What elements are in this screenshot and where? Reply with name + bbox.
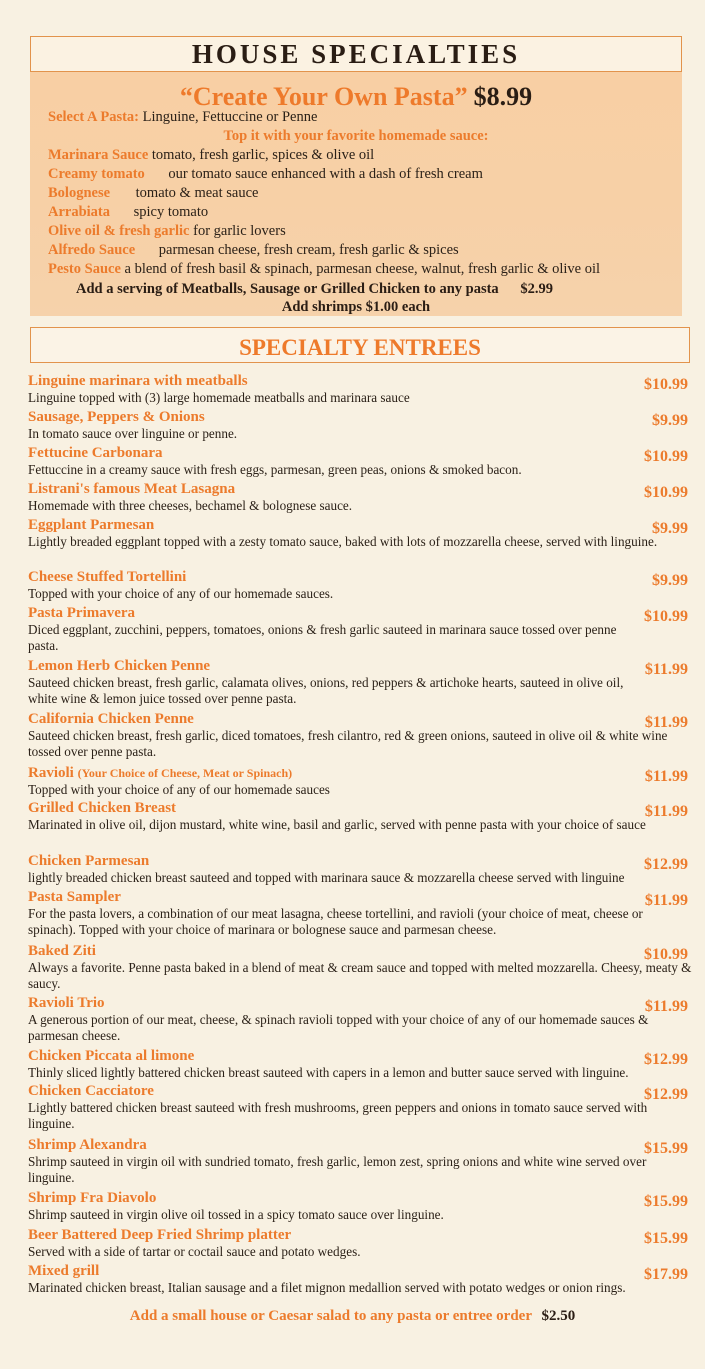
item-description: Sauteed chicken breast, fresh garlic, calamata olives, onions, red peppers & artichoke hearts, sauteed in olive oil, white wine & lemon juice tossed over penne pasta. bbox=[28, 675, 624, 706]
item-price: $15.99 bbox=[644, 1193, 688, 1210]
item-description: lightly breaded chicken breast sauteed and topped with marinara sauce & mozzarella cheese served with linguine bbox=[28, 870, 625, 885]
addon-price: $2.99 bbox=[520, 281, 553, 297]
item-name: Linguine marinara with meatballs bbox=[28, 373, 248, 389]
item-name: Shrimp Fra Diavolo bbox=[28, 1190, 157, 1206]
sauce-item bbox=[48, 165, 483, 183]
item-description: Fettuccine in a creamy sauce with fresh eggs, parmesan, green peas, onions & smoked bacon. bbox=[28, 462, 522, 477]
item-name: Chicken Parmesan bbox=[28, 853, 150, 869]
footer-price: $2.50 bbox=[541, 1308, 576, 1324]
item-description: Diced eggplant, zucchini, peppers, tomatoes, onions & fresh garlic sauteed in marinara sauce tossed over penne pasta. bbox=[28, 622, 617, 653]
item-description: Topped with your choice of any of our homemade sauces bbox=[28, 782, 330, 797]
sauce-item bbox=[48, 241, 459, 259]
menu-item bbox=[28, 1136, 692, 1185]
sauce-item bbox=[48, 203, 208, 221]
item-name: Pasta Primavera bbox=[28, 605, 136, 621]
item-name: Ravioli bbox=[28, 765, 74, 781]
sauce-item bbox=[48, 184, 258, 202]
item-name: Pasta Sampler bbox=[28, 889, 121, 905]
sauce-desc: tomato & meat sauce bbox=[135, 185, 259, 201]
top-it-line: Top it with your favorite homemade sauce: bbox=[223, 128, 489, 144]
item-price: $12.99 bbox=[644, 856, 688, 873]
item-price: $12.99 bbox=[644, 1086, 688, 1103]
item-description: Lightly breaded eggplant topped with a zesty tomato sauce, baked with lots of mozzarella cheese, served with linguine. bbox=[28, 534, 658, 549]
menu-item bbox=[28, 516, 692, 550]
menu-item bbox=[28, 764, 692, 798]
item-description: Marinated in olive oil, dijon mustard, white wine, basil and garlic, served with penne pasta with your choice of sauce bbox=[28, 817, 646, 832]
item-note: (Your Choice of Cheese, Meat or Spinach) bbox=[77, 766, 293, 780]
menu-item bbox=[28, 1189, 692, 1223]
item-description: Served with a side of tartar or coctail sauce and potato wedges. bbox=[28, 1244, 361, 1259]
item-name: Ravioli Trio bbox=[28, 995, 105, 1011]
menu-item bbox=[28, 444, 692, 478]
menu-item bbox=[28, 888, 692, 937]
item-name: Chicken Piccata al limone bbox=[28, 1048, 195, 1064]
item-name: Eggplant Parmesan bbox=[28, 517, 155, 533]
specialty-entrees-title: SPECIALTY ENTREES bbox=[30, 327, 690, 363]
item-name: Sausage, Peppers & Onions bbox=[28, 409, 205, 425]
sauce-name: Olive oil & fresh garlic bbox=[48, 223, 190, 239]
item-description: Homemade with three cheeses, bechamel & bolognese sauce. bbox=[28, 498, 353, 513]
item-price: $10.99 bbox=[644, 484, 688, 501]
menu-item bbox=[28, 1226, 692, 1260]
sauce-name: Alfredo Sauce bbox=[48, 242, 136, 258]
menu-item bbox=[28, 994, 692, 1043]
sauce-name: Creamy tomato bbox=[48, 166, 145, 182]
create-pasta-price: $8.99 bbox=[473, 82, 533, 111]
salad-addon-footer bbox=[0, 1308, 705, 1325]
item-description: Linguine topped with (3) large homemade meatballs and marinara sauce bbox=[28, 390, 410, 405]
item-description: Thinly sliced lightly battered chicken breast sauteed with capers in a lemon and butter sauce served with linguine. bbox=[28, 1065, 629, 1080]
create-your-own-pasta-panel bbox=[30, 72, 682, 316]
sauce-name: Pesto Sauce bbox=[48, 261, 121, 277]
item-description: Topped with your choice of any of our homemade sauces. bbox=[28, 586, 334, 601]
item-price: $17.99 bbox=[644, 1266, 688, 1283]
item-price: $11.99 bbox=[644, 892, 688, 909]
item-description: Shrimp sauteed in virgin oil with sundried tomato, fresh garlic, lemon zest, spring onions and white wine served over linguine. bbox=[28, 1154, 647, 1185]
item-description: In tomato sauce over linguine or penne. bbox=[28, 426, 238, 441]
item-name: Grilled Chicken Breast bbox=[28, 800, 177, 816]
sauce-name: Arrabiata bbox=[48, 204, 111, 220]
menu-item bbox=[28, 480, 692, 514]
item-price: $15.99 bbox=[644, 1140, 688, 1157]
menu-item bbox=[28, 372, 692, 406]
menu-item bbox=[28, 942, 692, 991]
item-price: $11.99 bbox=[644, 803, 688, 820]
item-description: Shrimp sauteed in virgin olive oil tossed in a spicy tomato sauce over linguine. bbox=[28, 1207, 444, 1222]
sauce-name: Marinara Sauce bbox=[48, 147, 149, 163]
item-name: Baked Ziti bbox=[28, 943, 96, 959]
item-name: Lemon Herb Chicken Penne bbox=[28, 658, 211, 674]
menu-item bbox=[28, 852, 692, 886]
shrimp-addon-line: Add shrimps $1.00 each bbox=[281, 299, 431, 315]
item-price: $15.99 bbox=[644, 1230, 688, 1247]
menu-item bbox=[28, 1047, 692, 1081]
menu-item bbox=[28, 568, 692, 602]
item-price: $9.99 bbox=[652, 412, 688, 429]
item-description: Sauteed chicken breast, fresh garlic, diced tomatoes, fresh cilantro, red & green onions, sauteed in olive oil & white wine tossed over penne pasta. bbox=[28, 728, 668, 759]
menu-item bbox=[28, 604, 692, 653]
item-name: Cheese Stuffed Tortellini bbox=[28, 569, 187, 585]
item-price: $10.99 bbox=[644, 946, 688, 963]
item-name: Beer Battered Deep Fried Shrimp platter bbox=[28, 1227, 292, 1243]
item-price: $11.99 bbox=[644, 998, 688, 1015]
sauce-item bbox=[48, 260, 600, 278]
item-description: Marinated chicken breast, Italian sausage and a filet mignon medallion served with potato wedges or onion rings. bbox=[28, 1280, 626, 1295]
item-price: $12.99 bbox=[644, 1051, 688, 1068]
item-price: $9.99 bbox=[652, 572, 688, 589]
addon-line bbox=[76, 280, 553, 298]
house-specialties-title: HOUSE SPECIALTIES bbox=[30, 36, 682, 72]
footer-text: Add a small house or Caesar salad to any pasta or entree order bbox=[129, 1308, 532, 1324]
sauce-item bbox=[48, 222, 286, 240]
addon-text: Add a serving of Meatballs, Sausage or Grilled Chicken to any pasta bbox=[76, 281, 499, 297]
menu-item bbox=[28, 1262, 692, 1296]
item-description: Always a favorite. Penne pasta baked in a blend of meat & cream sauce and topped with melted mozzarella. Cheesy, meaty & saucy. bbox=[28, 960, 692, 991]
item-name: Chicken Cacciatore bbox=[28, 1083, 154, 1099]
menu-item bbox=[28, 710, 692, 759]
item-name: Mixed grill bbox=[28, 1263, 100, 1279]
menu-item bbox=[28, 408, 692, 442]
sauce-desc: our tomato sauce enhanced with a dash of fresh cream bbox=[168, 166, 483, 182]
item-price: $11.99 bbox=[644, 768, 688, 785]
sauce-desc: a blend of fresh basil & spinach, parmesan cheese, walnut, fresh garlic & olive oil bbox=[124, 261, 601, 277]
select-pasta-value: Linguine, Fettuccine or Penne bbox=[142, 109, 318, 125]
sauce-desc: parmesan cheese, fresh cream, fresh garlic & spices bbox=[158, 242, 459, 258]
sauce-desc: for garlic lovers bbox=[193, 223, 286, 239]
item-name: Shrimp Alexandra bbox=[28, 1137, 147, 1153]
sauce-desc: spicy tomato bbox=[133, 204, 209, 220]
item-name: Fettucine Carbonara bbox=[28, 445, 163, 461]
menu-item bbox=[28, 1082, 692, 1131]
select-pasta-label: Select A Pasta: bbox=[48, 109, 140, 125]
item-name: California Chicken Penne bbox=[28, 711, 194, 727]
item-price: $11.99 bbox=[644, 661, 688, 678]
sauce-item bbox=[48, 146, 374, 164]
item-price: $10.99 bbox=[644, 376, 688, 393]
select-pasta-line bbox=[48, 108, 317, 126]
create-pasta-title: “Create Your Own Pasta” bbox=[179, 82, 468, 111]
item-price: $9.99 bbox=[652, 520, 688, 537]
sauce-name: Bolognese bbox=[48, 185, 111, 201]
menu-item bbox=[28, 657, 692, 706]
item-name: Listrani's famous Meat Lasagna bbox=[28, 481, 236, 497]
item-description: For the pasta lovers, a combination of our meat lasagna, cheese tortellini, and ravioli (your choice of meat, cheese or spinach). Topped with your choice of marinara or bolognese sauce and parmesan cheese. bbox=[28, 906, 643, 937]
sauce-desc: tomato, fresh garlic, spices & olive oil bbox=[151, 147, 375, 163]
item-price: $11.99 bbox=[644, 714, 688, 731]
item-price: $10.99 bbox=[644, 608, 688, 625]
item-description: A generous portion of our meat, cheese, & spinach ravioli topped with your choice of any of our homemade sauces & parmesan cheese. bbox=[28, 1012, 649, 1043]
item-description: Lightly battered chicken breast sauteed with fresh mushrooms, green peppers and onions in tomato sauce served with linguine. bbox=[28, 1100, 648, 1131]
menu-item bbox=[28, 799, 692, 833]
item-price: $10.99 bbox=[644, 448, 688, 465]
